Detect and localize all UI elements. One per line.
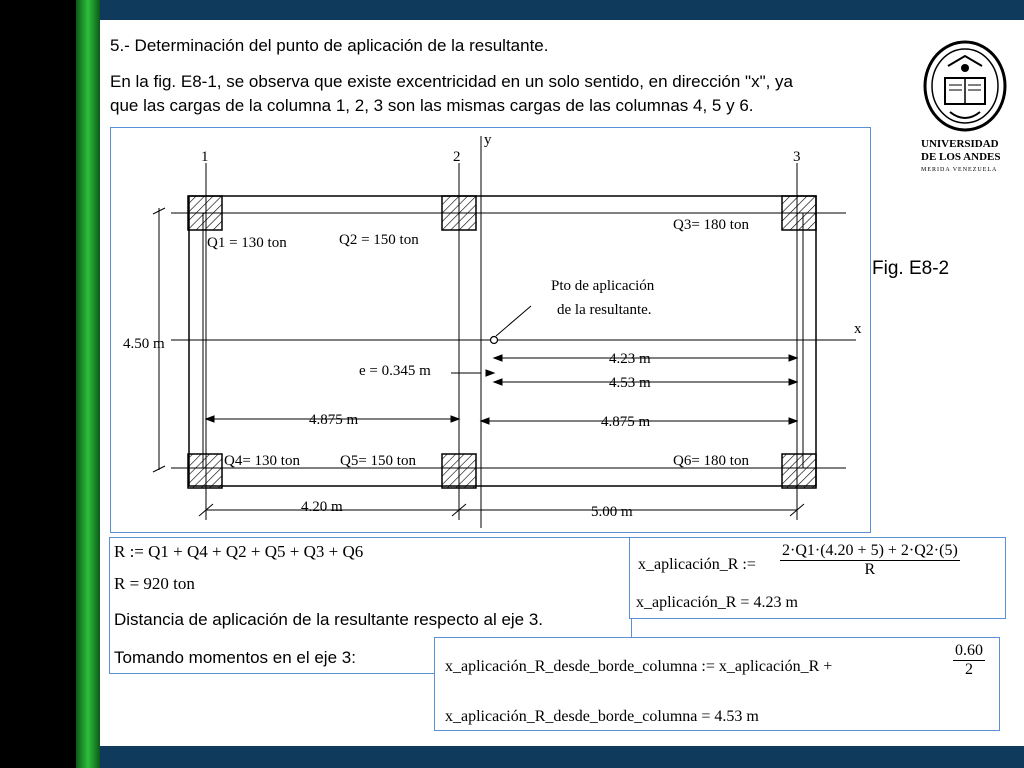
university-logo — [918, 38, 1018, 178]
resultant-point — [491, 337, 498, 344]
x-borde-lhs: x_aplicación_R_desde_borde_columna := x_aplicación_R + — [445, 658, 833, 675]
column-q2 — [442, 196, 476, 230]
q4-label: Q4= 130 ton — [224, 453, 300, 469]
x-aplicacion-lhs: x_aplicación_R := — [638, 556, 756, 573]
logo-line-2: DE LOS ANDES — [921, 151, 1001, 163]
resultant-label-line-1: Pto de aplicación — [551, 278, 655, 294]
distance-text: Distancia de aplicación de la resultante respecto al eje 3. — [114, 610, 544, 629]
eccentricity-label: e = 0.345 m — [359, 363, 431, 379]
column-q1 — [188, 196, 222, 230]
x-axis-label: x — [854, 321, 862, 337]
x-borde-box — [434, 637, 1000, 731]
dimension-4-20: 4.20 m — [301, 499, 343, 515]
column-q5 — [442, 454, 476, 488]
moments-text: Tomando momentos en el eje 3: — [114, 648, 356, 667]
x-aplicacion-denominator: R — [864, 561, 876, 578]
top-bar — [100, 0, 1024, 20]
logo-line-1: UNIVERSIDAD — [921, 138, 999, 150]
y-axis-label: y — [484, 132, 492, 148]
logo-line-3: MERIDA VENEZUELA — [921, 167, 998, 173]
x-borde-fraction — [953, 642, 985, 679]
x-borde-result: x_aplicación_R_desde_borde_columna = 4.53 m — [445, 708, 759, 725]
paragraph-line-2: que las cargas de la columna 1, 2, 3 son las mismas cargas de las columnas 4, 5 y 6. — [110, 96, 754, 115]
dimension-4-53: 4.53 m — [609, 375, 651, 391]
slide-heading: 5.- Determinación del punto de aplicación de la resultante. — [110, 36, 549, 55]
r-definition: R := Q1 + Q4 + Q2 + Q5 + Q3 + Q6 — [114, 542, 364, 561]
x-aplicacion-fraction — [780, 542, 960, 579]
column-3-label: 3 — [793, 149, 801, 165]
q5-label: Q5= 150 ton — [340, 453, 416, 469]
left-green-stripe — [76, 0, 100, 768]
column-q6 — [782, 454, 816, 488]
bottom-bar — [100, 746, 1024, 768]
q2-label: Q2 = 150 ton — [339, 232, 419, 248]
x-aplicacion-box — [629, 537, 1006, 619]
q3-label: Q3= 180 ton — [673, 217, 749, 233]
foundation-diagram — [110, 127, 871, 533]
paragraph-line-1: En la fig. E8-1, se observa que existe excentricidad en un solo sentido, en dirección "x", ya — [110, 72, 794, 91]
resultant-label-line-2: de la resultante. — [557, 302, 652, 318]
q1-label: Q1 = 130 ton — [207, 235, 287, 251]
q6-label: Q6= 180 ton — [673, 453, 749, 469]
figure-label: Fig. E8-2 — [872, 258, 950, 279]
column-2-label: 2 — [453, 149, 461, 165]
r-value: R = 920 ton — [114, 574, 195, 593]
left-dark-border — [0, 0, 76, 768]
x-aplicacion-numerator: 2·Q1·(4.20 + 5) + 2·Q2·(5) — [782, 542, 958, 559]
dimension-4-23: 4.23 m — [609, 351, 651, 367]
foundation-plan-svg — [111, 128, 872, 534]
dimension-4-875-right: 4.875 m — [601, 414, 651, 430]
column-1-label: 1 — [201, 149, 209, 165]
x-borde-numerator: 0.60 — [955, 642, 983, 659]
column-q3 — [782, 196, 816, 230]
height-dimension: 4.50 m — [123, 336, 165, 352]
column-q4 — [188, 454, 222, 488]
dimension-5-00: 5.00 m — [591, 504, 633, 520]
x-borde-denominator: 2 — [965, 661, 973, 678]
x-aplicacion-result: x_aplicación_R = 4.23 m — [636, 594, 798, 611]
dimension-4-875-left: 4.875 m — [309, 412, 359, 428]
